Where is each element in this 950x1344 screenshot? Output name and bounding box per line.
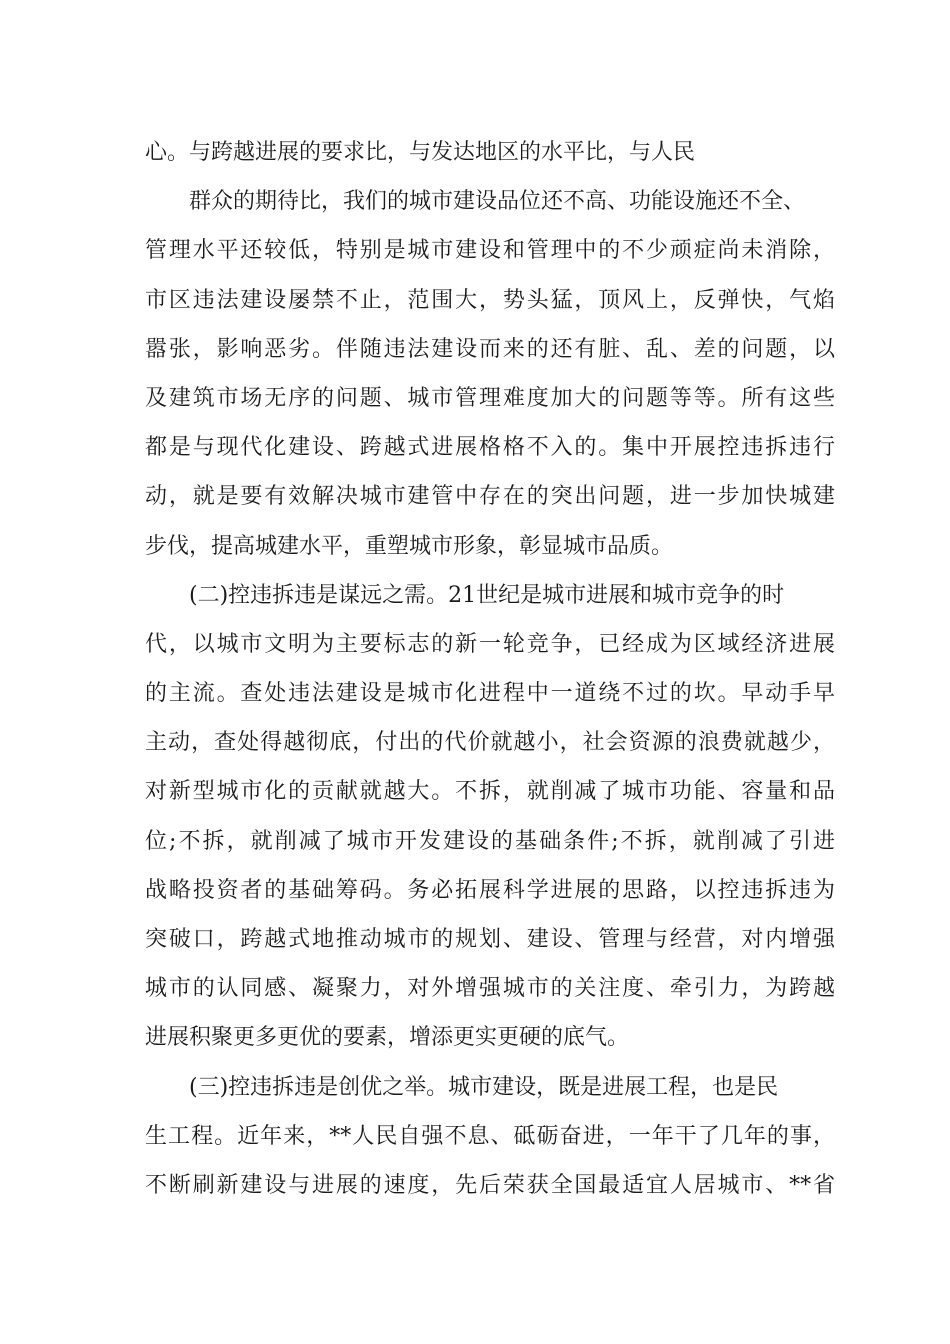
body-text (145, 128, 835, 1210)
text-line: 嚣张，影响恶劣。伴随违法建设而来的还有脏、乱、差的问题，以 (145, 336, 835, 362)
text-line: 的主流。查处违法建设是城市化进程中一道绕不过的坎。早动手早 (145, 681, 835, 707)
text-line: 市区违法建设屡禁不止，范围大，势头猛，顶风上，反弹快，气焰 (145, 287, 835, 313)
text-line: 战略投资者的基础筹码。务必拓展科学进展的思路，以控违拆违为 (145, 877, 835, 903)
text-line: 主动，查处得越彻底，付出的代价就越小，社会资源的浪费就越少， (145, 730, 835, 756)
paragraph-start-line: (三)控违拆违是创优之举。城市建设，既是进展工程，也是民 (189, 1074, 779, 1100)
text-line: 对新型城市化的贡献就越大。不拆，就削减了城市功能、容量和品 (145, 779, 835, 805)
text-line: 城市的认同感、凝聚力，对外增强城市的关注度、牵引力，为跨越 (145, 976, 835, 1002)
text-line: 动，就是要有效解决城市建管中存在的突出问题，进一步加快城建 (145, 484, 835, 510)
paragraph-start-line: 群众的期待比，我们的城市建设品位还不高、功能设施还不全、 (189, 189, 806, 215)
text-line: 代，以城市文明为主要标志的新一轮竞争，已经成为区域经济进展 (145, 631, 835, 657)
text-line: 及建筑市场无序的问题、城市管理难度加大的问题等等。所有这些 (145, 385, 835, 411)
text-line: 心。与跨越进展的要求比，与发达地区的水平比，与人民 (145, 140, 696, 165)
paragraph-start-line: (二)控违拆违是谋远之需。21世纪是城市进展和城市竞争的时 (189, 582, 785, 608)
text-line: 管理水平还较低，特别是城市建设和管理中的不少顽症尚未消除， (145, 238, 835, 264)
paragraph-end-line: 进展积聚更多更优的要素，增添更实更硬的底气。 (145, 1025, 630, 1051)
text-line: 不断刷新建设与进展的速度，先后荣获全国最适宜人居城市、**省 (145, 1172, 835, 1198)
text-line: 生工程。近年来，**人民自强不息、砥砺奋进，一年干了几年的事， (145, 1123, 835, 1149)
paragraph-end-line: 步伐，提高城建水平，重塑城市形象，彰显城市品质。 (145, 533, 674, 559)
text-line: 位;不拆，就削减了城市开发建设的基础条件;不拆，就削减了引进 (145, 828, 835, 854)
text-line: 都是与现代化建设、跨越式进展格格不入的。集中开展控违拆违行 (145, 435, 835, 461)
text-line: 突破口，跨越式地推动城市的规划、建设、管理与经营，对内增强 (145, 927, 835, 952)
